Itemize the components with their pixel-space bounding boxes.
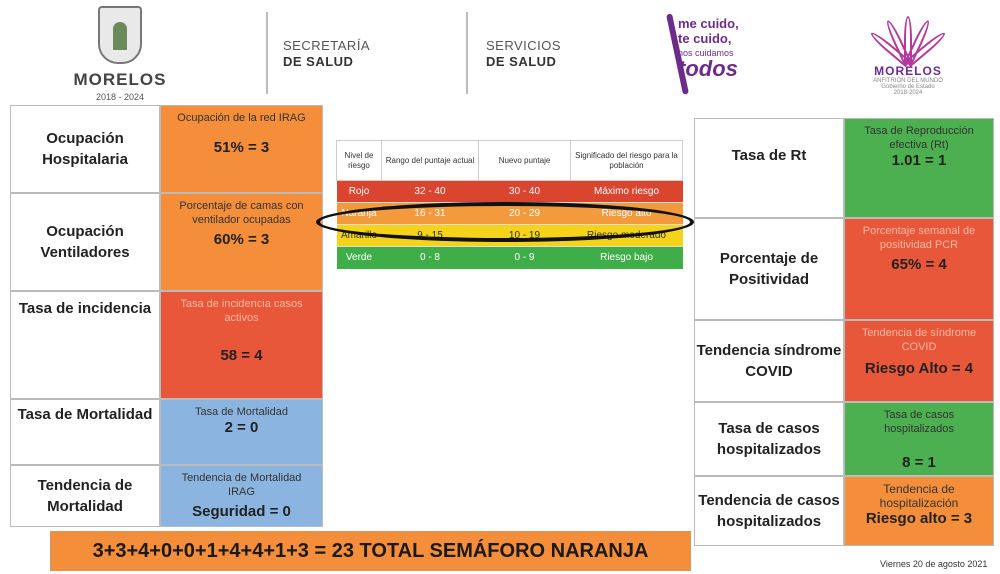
table-cell: Rojo xyxy=(337,181,382,203)
indicator-value-card xyxy=(160,465,323,527)
table-cell: Verde xyxy=(337,247,382,269)
indicator-label: Tasa de Rt xyxy=(694,118,844,218)
indicator-value: 8 = 1 xyxy=(902,454,936,471)
divider xyxy=(266,12,268,94)
indicator-tendencia-hospitalizados xyxy=(694,476,994,546)
secretaria-line2: DE SALUD xyxy=(283,54,354,69)
indicator-ocupacion-hospitalaria xyxy=(10,105,323,193)
table-cell: 9 - 15 xyxy=(382,225,479,247)
indicator-value: Seguridad = 0 xyxy=(192,503,291,520)
indicator-label: Porcentaje de Positividad xyxy=(694,218,844,320)
indicator-title: Tendencia de Mortalidad IRAG xyxy=(181,472,302,498)
indicator-tendencia-covid xyxy=(694,320,994,402)
table-header: Rango del puntaje actual xyxy=(382,141,479,181)
morelos2-sub1: ANFITRIÓN DEL MUNDO xyxy=(873,78,943,84)
indicator-value: 58 = 4 xyxy=(220,347,263,364)
indicator-tasa-incidencia xyxy=(10,291,323,399)
secretaria-label xyxy=(283,38,370,70)
indicator-ocupacion-ventiladores xyxy=(10,193,323,291)
table-cell: Riesgo moderado xyxy=(571,225,683,247)
indicator-tendencia-mortalidad xyxy=(10,465,323,527)
table-cell: 20 - 29 xyxy=(479,203,571,225)
indicator-value-card xyxy=(160,193,323,291)
table-header: Nuevo puntaje xyxy=(479,141,571,181)
divider xyxy=(466,12,468,94)
campaign-logo xyxy=(666,14,766,94)
table-cell: 32 - 40 xyxy=(382,181,479,203)
secretaria-line1: SECRETARÍA xyxy=(283,38,371,53)
indicator-label: Tendencia síndrome COVID xyxy=(694,320,844,402)
highlight-oval xyxy=(316,202,694,242)
campaign-line3: nos cuidamos xyxy=(678,48,734,58)
table-row xyxy=(337,247,683,269)
campaign-line2: te cuido, xyxy=(678,31,732,46)
servicios-line1: SERVICIOS xyxy=(486,38,562,53)
indicator-title: Tendencia de hospitalización xyxy=(879,482,959,510)
indicator-value: Riesgo alto = 3 xyxy=(865,510,973,527)
indicator-label: Ocupación Hospitalaria xyxy=(10,105,160,193)
indicator-value-card xyxy=(844,320,994,402)
indicator-title: Ocupación de la red IRAG xyxy=(177,112,306,124)
flower-icon xyxy=(880,10,936,64)
indicator-value-card xyxy=(844,118,994,218)
indicator-tasa-mortalidad xyxy=(10,399,323,465)
indicator-value-card xyxy=(160,105,323,193)
table-cell: 30 - 40 xyxy=(479,181,571,203)
table-cell: 0 - 8 xyxy=(382,247,479,269)
indicator-value: Riesgo Alto = 4 xyxy=(864,360,974,377)
morelos2-name: MORELOS xyxy=(874,64,942,78)
indicator-title: Porcentaje semanal de positividad PCR xyxy=(862,225,976,251)
total-banner: 3+3+4+0+0+1+4+4+1+3 = 23 TOTAL SEMÁFORO NARANJA xyxy=(50,531,691,571)
indicator-label: Ocupación Ventiladores xyxy=(10,193,160,291)
morelos-years: 2018 - 2024 xyxy=(95,92,145,102)
indicator-value: 65% = 4 xyxy=(891,256,947,273)
indicator-value: 2 = 0 xyxy=(224,419,259,436)
indicator-label: Tasa de incidencia xyxy=(10,291,160,399)
indicator-label: Tasa de Mortalidad xyxy=(10,399,160,465)
indicator-tasa-rt xyxy=(694,118,994,218)
indicator-label: Tendencia de casos hospitalizados xyxy=(694,476,844,546)
campaign-text xyxy=(678,16,739,81)
table-cell: Naranja xyxy=(337,203,382,225)
indicator-value-card xyxy=(160,399,323,465)
table-cell: 0 - 9 xyxy=(479,247,571,269)
indicator-value: 60% = 3 xyxy=(213,231,270,248)
date-label: Viernes 20 de agosto 2021 xyxy=(880,559,988,569)
header xyxy=(0,0,1000,108)
indicator-casos-hospitalizados xyxy=(694,402,994,476)
table-cell: Amarillo xyxy=(337,225,382,247)
table-header-row xyxy=(337,141,683,181)
morelos-name: MORELOS xyxy=(73,70,167,89)
indicator-positividad xyxy=(694,218,994,320)
table-cell: 16 - 31 xyxy=(382,203,479,225)
indicator-value-card xyxy=(844,476,994,546)
indicator-value-card xyxy=(160,291,323,399)
table-cell: Riesgo bajo xyxy=(571,247,683,269)
table-cell: Riesgo alto xyxy=(571,203,683,225)
table-row xyxy=(337,181,683,203)
indicator-title: Porcentaje de camas con ventilador ocupadas xyxy=(179,200,304,226)
indicator-value: 51% = 3 xyxy=(213,139,270,156)
table-header: Nivel de riesgo xyxy=(337,141,382,181)
indicator-value-card xyxy=(844,218,994,320)
indicator-title: Tendencia de síndrome COVID xyxy=(861,327,977,353)
campaign-line4: todos xyxy=(678,56,738,81)
table-cell: 10 - 19 xyxy=(479,225,571,247)
morelos-government-logo xyxy=(858,10,958,96)
indicator-label: Tasa de casos hospitalizados xyxy=(694,402,844,476)
table-cell: Máximo riesgo xyxy=(571,181,683,203)
servicios-line2: DE SALUD xyxy=(486,54,557,69)
morelos2-sub2: Gobierno de Estado xyxy=(881,84,935,90)
indicator-label: Tendencia de Mortalidad xyxy=(10,465,160,527)
morelos2-sub3: 2018-2024 xyxy=(893,90,923,96)
servicios-label xyxy=(486,38,561,70)
morelos-logo xyxy=(70,6,170,102)
indicator-value-card xyxy=(844,402,994,476)
campaign-line1: me cuido, xyxy=(678,16,739,31)
seal-icon xyxy=(98,6,142,64)
indicator-title: Tasa de Mortalidad xyxy=(195,406,288,418)
table-header: Significado del riesgo para la población xyxy=(571,141,683,181)
indicator-title: Tasa de incidencia casos activos xyxy=(180,298,303,324)
indicator-title: Tasa de Reproducción efectiva (Rt) xyxy=(864,125,974,151)
indicator-value: 1.01 = 1 xyxy=(891,152,947,169)
indicator-title: Tasa de casos hospitalizados xyxy=(883,409,955,435)
